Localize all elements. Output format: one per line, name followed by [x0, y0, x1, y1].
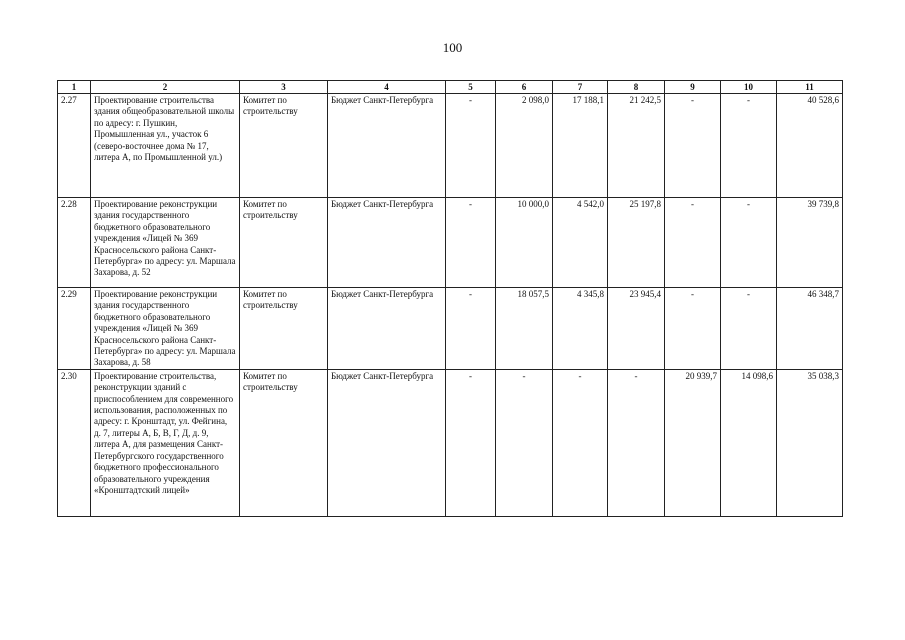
row-col7: 4 345,8: [553, 288, 608, 370]
column-header: 7: [553, 81, 608, 94]
column-header: 9: [665, 81, 721, 94]
row-description: Проектирование строительства здания общеобразовательной школы по адресу: г. Пушкин, Промышленная ул., участок 6 (северо-восточнее дома № 17, литера А, по Промышленной ул.): [91, 94, 240, 198]
column-header: 4: [328, 81, 446, 94]
column-header: 5: [446, 81, 496, 94]
row-col6: 18 057,5: [496, 288, 553, 370]
column-header: 8: [608, 81, 665, 94]
row-col6: 2 098,0: [496, 94, 553, 198]
row-col10: -: [721, 94, 777, 198]
row-number: 2.29: [58, 288, 91, 370]
row-col6: 10 000,0: [496, 198, 553, 288]
column-header: 2: [91, 81, 240, 94]
row-col10: 14 098,6: [721, 369, 777, 516]
row-total: 39 739,8: [777, 198, 843, 288]
row-col8: -: [608, 369, 665, 516]
column-header: 6: [496, 81, 553, 94]
row-col7: -: [553, 369, 608, 516]
row-col5: -: [446, 94, 496, 198]
row-col6: -: [496, 369, 553, 516]
row-total: 40 528,6: [777, 94, 843, 198]
table-row: [58, 369, 843, 516]
row-col9: -: [665, 94, 721, 198]
column-header: 10: [721, 81, 777, 94]
row-col8: 25 197,8: [608, 198, 665, 288]
row-col9: -: [665, 288, 721, 370]
row-col8: 21 242,5: [608, 94, 665, 198]
row-funding-source: Бюджет Санкт-Петербурга: [328, 94, 446, 198]
row-number: 2.30: [58, 369, 91, 516]
row-funding-source: Бюджет Санкт-Петербурга: [328, 288, 446, 370]
budget-table: [57, 80, 843, 517]
header-row: [58, 81, 843, 94]
row-col5: -: [446, 288, 496, 370]
page-number: 100: [442, 40, 463, 55]
row-customer: Комитет по строительству: [240, 369, 328, 516]
row-col7: 4 542,0: [553, 198, 608, 288]
row-customer: Комитет по строительству: [240, 198, 328, 288]
row-col7: 17 188,1: [553, 94, 608, 198]
row-customer: Комитет по строительству: [240, 94, 328, 198]
table-row: [58, 288, 843, 370]
row-description: Проектирование строительства, реконструкции зданий с приспособлением для современного использования, расположенных по адресу: г. Кронштадт, ул. Фейгина, д. 7, литеры А, Б, В, Г, Д, д. 9, литера А, для размещения Санкт-Петербургского государственного бюджетного профессионального образовательного учреждения «Кронштадтский лицей»: [91, 369, 240, 516]
column-header: 1: [58, 81, 91, 94]
row-customer: Комитет по строительству: [240, 288, 328, 370]
row-col9: 20 939,7: [665, 369, 721, 516]
column-header: 11: [777, 81, 843, 94]
row-col8: 23 945,4: [608, 288, 665, 370]
row-description: Проектирование реконструкции здания государственного бюджетного образовательного учреждения «Лицей № 369 Красносельского района Санкт-Петербурга» по адресу: ул. Маршала Захарова, д. 58: [91, 288, 240, 370]
row-number: 2.28: [58, 198, 91, 288]
row-col9: -: [665, 198, 721, 288]
row-col10: -: [721, 198, 777, 288]
row-total: 46 348,7: [777, 288, 843, 370]
row-total: 35 038,3: [777, 369, 843, 516]
column-header: 3: [240, 81, 328, 94]
row-col5: -: [446, 198, 496, 288]
row-description: Проектирование реконструкции здания государственного бюджетного образовательного учреждения «Лицей № 369 Красносельского района Санкт-Петербурга» по адресу: ул. Маршала Захарова, д. 52: [91, 198, 240, 288]
table-row: [58, 198, 843, 288]
row-col10: -: [721, 288, 777, 370]
row-funding-source: Бюджет Санкт-Петербурга: [328, 198, 446, 288]
table-row: [58, 94, 843, 198]
row-col5: -: [446, 369, 496, 516]
row-funding-source: Бюджет Санкт-Петербурга: [328, 369, 446, 516]
row-number: 2.27: [58, 94, 91, 198]
